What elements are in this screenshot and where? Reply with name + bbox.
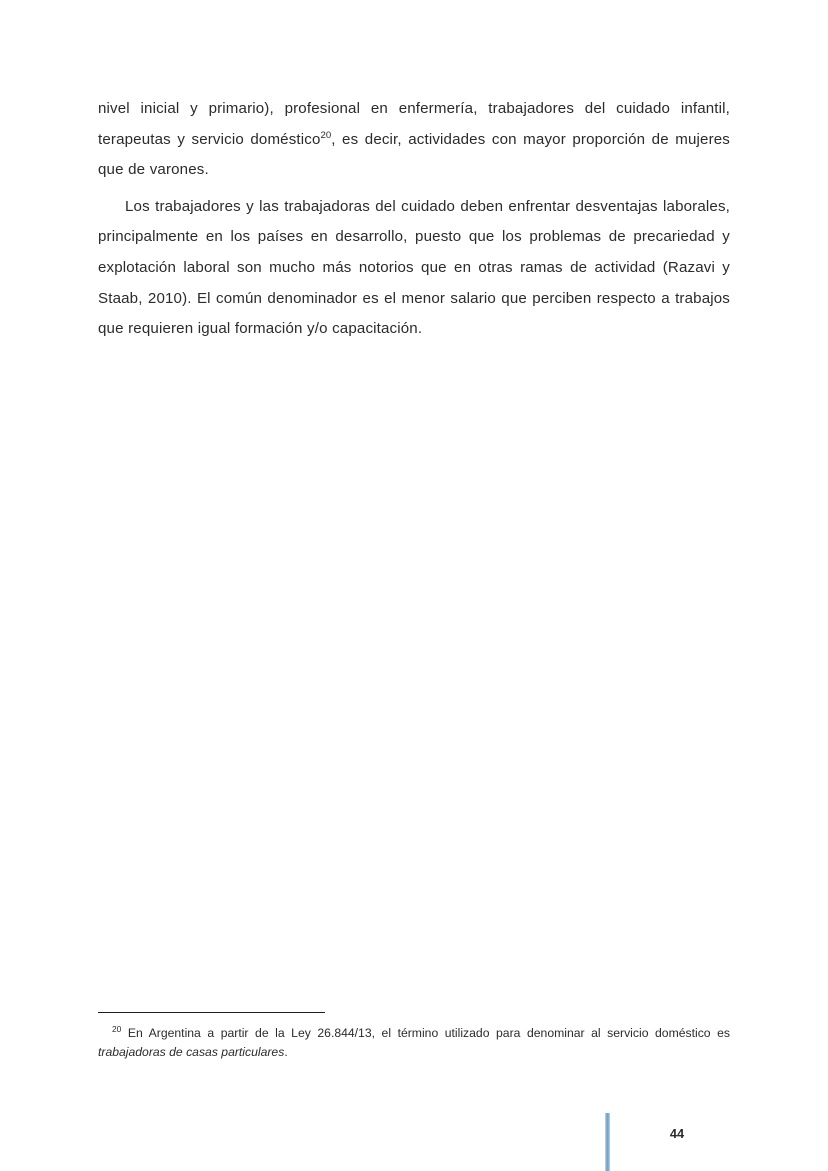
footnote-reference-marker-20[interactable]: 20 — [320, 129, 332, 141]
footnote-body-text: En Argentina a partir de la Ley 26.844/13, el término utilizado para denominar al servicio doméstico es — [121, 1026, 730, 1040]
footnote-area — [98, 1012, 730, 1062]
page-number: 44 — [669, 1126, 685, 1141]
body-text-column — [98, 94, 730, 345]
footnote-number-marker: 20 — [112, 1023, 122, 1034]
footnote-separator-rule — [98, 1012, 325, 1013]
paragraph-1-text-after-footnote-ref: , es decir, actividades con mayor proporción de mujeres que de varones. — [98, 130, 730, 179]
footnote-italic-term: trabajadoras de casas particulares — [98, 1045, 285, 1059]
footnote-text-end: . — [284, 1045, 288, 1059]
paragraph-1 — [98, 94, 730, 186]
paragraph-1-text-before-footnote-ref: nivel inicial y primario), profesional en enfermería, trabajadores del cuidado infantil, terapeutas y servicio doméstico — [98, 100, 730, 148]
footnote-20 — [98, 1024, 730, 1062]
paragraph-2: Los trabajadores y las trabajadoras del cuidado deben enfrentar desventajas laborales, principalmente en los países en desarrollo, puesto que los problemas de precariedad y explotación laboral son mucho más notorios que en otras ramas de actividad (Razavi y Staab, 2010). El común denominador es el menor salario que perciben respecto a trabajos que requieren igual formación y/o capacitación. — [98, 197, 730, 338]
footer-accent-bar — [605, 1113, 610, 1171]
